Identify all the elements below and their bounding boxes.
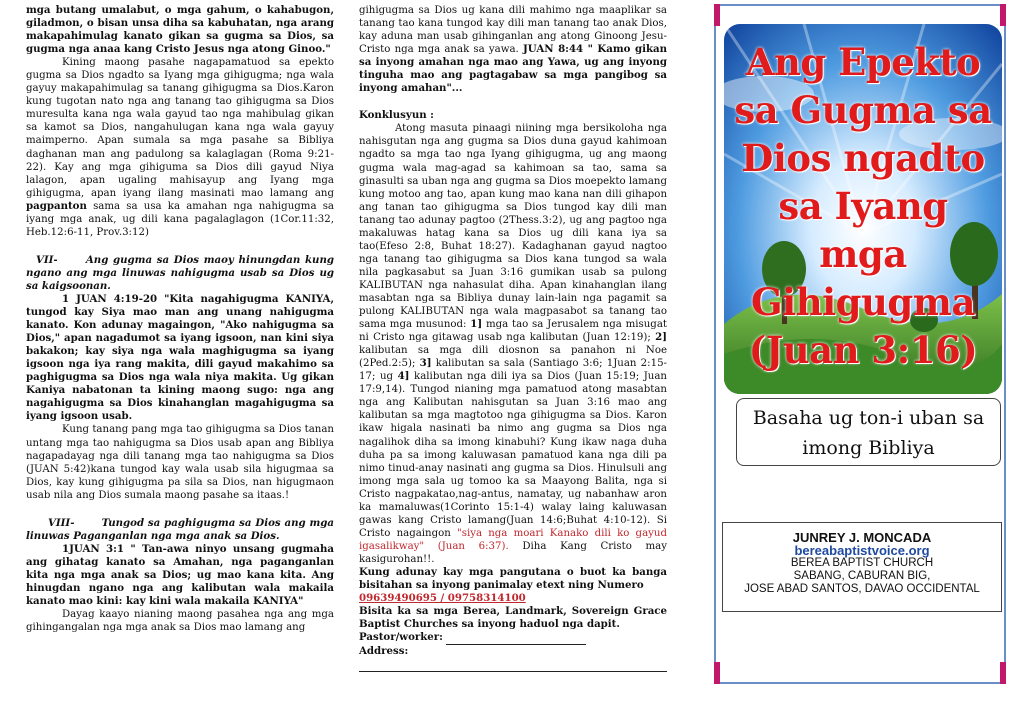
col2-p1-bold: JUAN 8:44 " Kamo gikan sa inyong amahan nga mao ang Yawa, ug ang inyong tinguha mao ang pagtagabaw sa mga pangibog sa inyong amahan"... [359,43,668,95]
pastor-blank [446,631,586,645]
col2-p2-text-e: kalibutan nga dili iya sa Dios (Juan 15:19; Juan 17:9,14). Tungod nianing mga pamatuod atong masabtan nga ang Kalibutan nahisgutan sa Juan 3:16 mao ang kalibutan sa mga magtotoo nga gihigugma sa Dios. Karon ikaw higala nasinati ba nimo ang gugma sa Dios nga nagalihok diha sa imong kinabuhi? Kung ikaw naga duha duha pa sa imong kaluwasan pamatuod kana nga dili pa nimo tinud-anay nasinati ang gugma sa Dios. Hinulsuli ang imong mga sala ug tomoo ka sa Maayong Balita, nga si Cristo nagpakatao,nag-antus, namatay, ug nabanhaw aron ka mamaluwas(1Corinto 15:1-4) walay laing kaluwasan gawas kang Cristo lamang(Juan 14:6;Buhat 4:10-12). Si Cristo nagaingon [359,371,667,539]
phone-line [359,592,667,605]
heading-viii-number: VIII- [48,516,75,529]
col1-paragraph-6: Dayag kaayo nianing maong pasahea nga ang mga gihingangalan nga mga anak sa Dios mao lamang ang [26,609,334,634]
col2-p2-text-c: kalibutan sa mga dili diosnon sa panahon ni Noe (2Ped.2:5); [359,345,667,370]
col2-paragraph-2 [359,122,667,566]
col1-paragraph-2 [26,56,334,239]
marker-3: 3] [419,357,432,370]
col2-p2-text-f: Diha Kang Cristo may kasigurohan!!. [359,540,667,565]
church-name: BEREA BAPTIST CHURCH [790,557,934,569]
left-column [26,4,334,634]
col2-p1-text: gihigugma sa Dios ug kana dili mahimo nga maaplikar sa tanang tao kana tungod kay dili man tanang tao anak Dios, kay aduna man usab gihinganlan ang atong Ginoong Jesu-Cristo nga mga anak sa yawa. [359,5,667,56]
address-blank [359,671,667,672]
col1-p2-text-a: Kining maong pasahe nagapamatuod sa epekto gugma sa Dios ngadto sa Iyang mga gihigugma; nga wala gayuy makapahimulag sa tanang gihigugma sa Dios.Karon kung tugotan nato nga ang tanang tao gihigugma sa Dios muresulta kana nga wala gayud tao nga mahibulag gikan sa kamot sa Dios, nangahulugan kana nga wala gayuy maimperno. Apan sumala sa mga pasahe sa Bibliya daghanan man ang padulong sa kalaglagan (Roma 9:21-22). Kay ang mga gihiguma sa Dios dili gayud Niya lalagon, apan ugaling mahisayup ang Iyang mga gihigugma, apan iyang ilang masinati mao lamang ang [26,57,334,199]
col1-paragraph-1: mga butang umalabut, o mga gahum, o kahabugon, giladmon, o bisan unsa diha sa kabuhatan, nga arang makapahimulag kanato gikan sa gugma sa Dios, sa gugma nga anaa kang Cristo Jesus nga atong Ginoo." [26,4,334,56]
location-line-2: JOSE ABAD SANTOS, DAVAO OCCIDENTAL [744,583,980,595]
corner-decoration [714,662,720,684]
pastor-label: Pastor/worker: [359,631,447,644]
col2-paragraph-1 [359,4,667,95]
title-line: Dios ngadto [741,136,985,180]
col1-paragraph-4: Kung tanang pang mga tao gihigugma sa Dios tanan untang mga tao nahigugma sa Dios usab apan ang Bibliya nagapadayag nga dili tanang mga tao nahigugma sa Dios (JUAN 5:42)kana tungod kay wala usab sila higugmaa sa Dios, kay kung gihigugma pa sila sa Dios, nan higugmaon usab nila ang Dios sumala maong pasahe sa itaas.! [26,424,334,501]
heading-vii-text: Ang gugma sa Dios maoy hinungdan kung ngano ang mga linuwas nahigugma usab sa Dios ug sa kaigsoonan. [26,253,334,292]
cover-title [724,38,1002,374]
title-line: mga [819,232,907,276]
title-line: (Juan 3:16) [748,328,978,372]
title-line: sa Iyang [778,184,948,228]
heading-viii-text: Tungod sa paghigugma sa Dios ang mga linuwas Paganganlan nga mga anak sa Dios. [26,516,335,542]
col1-p2-bold: pagpanton [26,199,87,212]
subtitle-box: Basaha ug ton-i uban sa imong Bibliya [736,398,1001,466]
marker-2: 2] [655,331,667,344]
title-line: Gihigugma [751,280,975,324]
corner-decoration [1000,662,1006,684]
visit-text: Bisita ka sa mga Berea, Landmark, Sovereign Grace Baptist Churches sa inyong haduol nga dapit. [359,605,667,631]
cover-image [724,24,1002,394]
col1-p2-text-c: sama sa usa ka amahan nga nahigugma sa iyang mga anak, ug dili kana pagalaglagon (1Cor.11:32, Heb.12:6-11, Prov.3:12) [26,200,334,238]
heading-vii-number: VII- [36,253,58,266]
conclusion-heading: Konklusyun : [359,109,434,122]
col2-p2-text-a: Atong masuta pinaagi niining mga bersikoloha nga nahisgutan nga ang gugma sa Dios duna gayud kahimoan ngadto sa mga tao nga Iyang gihigugma, ug ang maong gugma wala mag-agad sa kahimoan sa tao, sama sa ginasulti sa uban nga ang gugma sa Dios moepekto lamang kung motoo ang tao, apan kung mao kana nan dili gihapon ang tanan tao gihigugma sa Dios tungod kay dili man tanang tao adunay pagtoo (2Thess.3:2), ug ang pagtoo nga makaluwas hatag kana sa Dios ug dili kana iya sa tao(Efeso 2:8, Buhat 18:27). Kadaghanan gayud nagtoo nga tanang tao gihigugma sa Dios kana tungod sa wala nila pagkasabut sa Juan 3:16 gumikan usab sa pulong KALIBUTAN nga nahasulat diha. Apan kinahanglan ilang masabtan nga sa Bibliya dunay lain-lain nga pagamit sa pulong KALIBUTAN nga wala magpasabot sa tanang tao sama mga musunod: [359,123,667,331]
col2-p2-text-b: mga tao sa Jerusalem nga misugat ni Cristo nga gitawag usab nga kalibutan (Juan 12:19); [359,319,667,344]
section-heading-viii [26,517,334,543]
author-name: JUNREY J. MONCADA [792,530,932,545]
section-heading-vii [26,254,334,293]
location-line-1: SABANG, CABURAN BIG, [793,570,931,582]
middle-column [359,4,667,672]
red-quote: "siya nga moari Kanako dili ko gayud igasalikway" (Juan 6:37). [359,527,667,552]
col1-paragraph-3: 1 JUAN 4:19-20 "Kita nagahigugma KANIYA, tungod kay Siya mao man ang unang nahigugma kanato. Kon adunay magaingon, "Ako nahigugma sa Dios," apan nagadumot sa iyang igsoon, nan kini siya bakakon; kay siya nga wala maghigugma sa iyang igsoon nga iya rang makita, dili gayud makahimo sa paghigugma sa Dios nga wala niya makita. Ug gikan Kaniya nabatonan ta kining maong sugo: nga ang nagahigugma sa Dios kinahanglan magahigugma sa iyang igsoon usab. [26,292,334,423]
marker-1: 1] [470,318,483,331]
corner-decoration [1000,4,1006,26]
col1-paragraph-5: 1JUAN 3:1 " Tan-awa ninyo unsang gugmaha ang gihatag kanato sa Amahan, nga paganganlan kita nga mga anak sa Dios; ug mao kana kita. Ang hinugdan ngano nga ang kalibutan wala makaila kanato mao kini: kay kini wala makaila KANIYA" [26,542,334,608]
marker-4: 4] [397,370,410,383]
address-label: Address: [359,645,409,658]
pastor-line [359,631,667,645]
website-link[interactable]: bereabaptistvoice.org [794,543,930,558]
corner-decoration [714,4,720,26]
questions-text: Kung adunay kay mga pangutana o buot ka banga bisitahan sa inyong panimalay etext ning Numero [359,565,667,592]
cover-panel [714,4,1006,684]
contact-box [722,522,1002,612]
title-line: Ang Epekto [745,40,981,84]
title-line: sa Gugma sa [734,88,992,132]
phone-numbers[interactable]: 09639490695 / 09758314100 [359,592,526,605]
col2-p2-text-d: kalibutan sa sala (Santiago 3:6; 1Juan 2:15-17; ug [359,358,667,383]
